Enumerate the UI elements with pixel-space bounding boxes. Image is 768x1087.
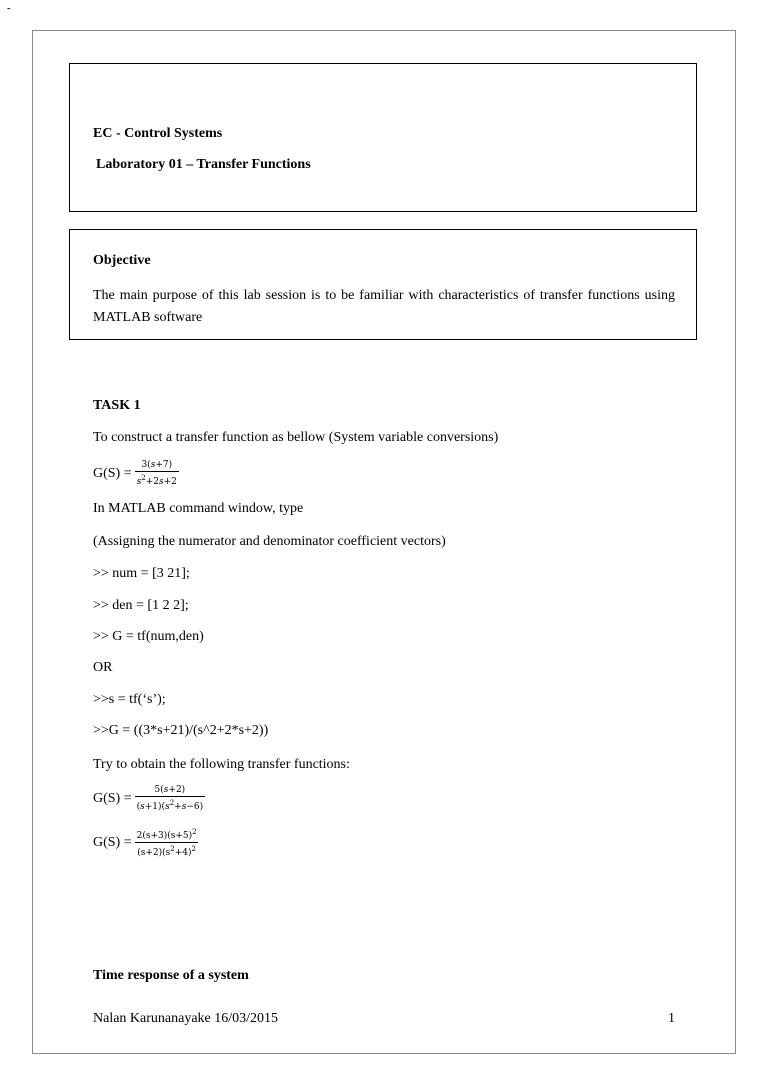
eq1-fraction: [135, 460, 179, 488]
eq1-numerator: 3(s+7): [141, 460, 173, 470]
lab-title: Laboratory 01 – Transfer Functions: [96, 157, 311, 172]
eq2-numerator: 5(s+2): [154, 785, 186, 795]
objective-heading: Objective: [93, 253, 151, 268]
code-line: >> G = tf(num,den): [93, 629, 204, 644]
eq2-fraction: [135, 785, 205, 813]
code-line: >> num = [3 21];: [93, 566, 190, 581]
eq2-lhs: G(S) =: [93, 791, 132, 806]
eq1-lhs: G(S) =: [93, 466, 132, 481]
instruction-text: In MATLAB command window, type: [93, 501, 304, 516]
code-line: >> den = [1 2 2];: [93, 598, 189, 613]
eq1-denominator: $s^2+2s+2$: [135, 471, 179, 488]
eq3-numerator: $2(s+3)(s+5)^2$: [136, 828, 197, 841]
objective-text: The main purpose of this lab session is to be familiar with characteristics of transfer functions using MATLAB software: [93, 288, 675, 325]
eq2-denominator: $(s+1)(s^2+s-6)$: [135, 796, 205, 813]
eq3-denominator: $(s+2)(s^2+4)^2$: [135, 842, 198, 859]
task1-intro: To construct a transfer function as bellow (System variable conversions): [93, 430, 499, 445]
code-line: >>s = tf(‘s’);: [93, 692, 166, 707]
or-text: OR: [93, 660, 113, 675]
try-text: Try to obtain the following transfer functions:: [93, 757, 350, 772]
corner-mark: -: [7, 2, 11, 14]
course-title: EC - Control Systems: [93, 126, 223, 141]
time-response-heading: Time response of a system: [93, 968, 249, 983]
transfer-function-2: [93, 782, 205, 816]
note-text: (Assigning the numerator and denominator coefficient vectors): [93, 534, 446, 549]
page-number: 1: [668, 1011, 675, 1026]
transfer-function-3: [93, 826, 199, 860]
footer-author-date: Nalan Karunanayake 16/03/2015: [93, 1011, 279, 1026]
code-line: >>G = ((3*s+21)/(s^2+2*s+2)): [93, 723, 269, 738]
transfer-function-1: [93, 457, 179, 491]
eq3-fraction: [135, 827, 199, 859]
task1-heading: TASK 1: [93, 398, 141, 413]
eq3-lhs: G(S) =: [93, 835, 132, 850]
